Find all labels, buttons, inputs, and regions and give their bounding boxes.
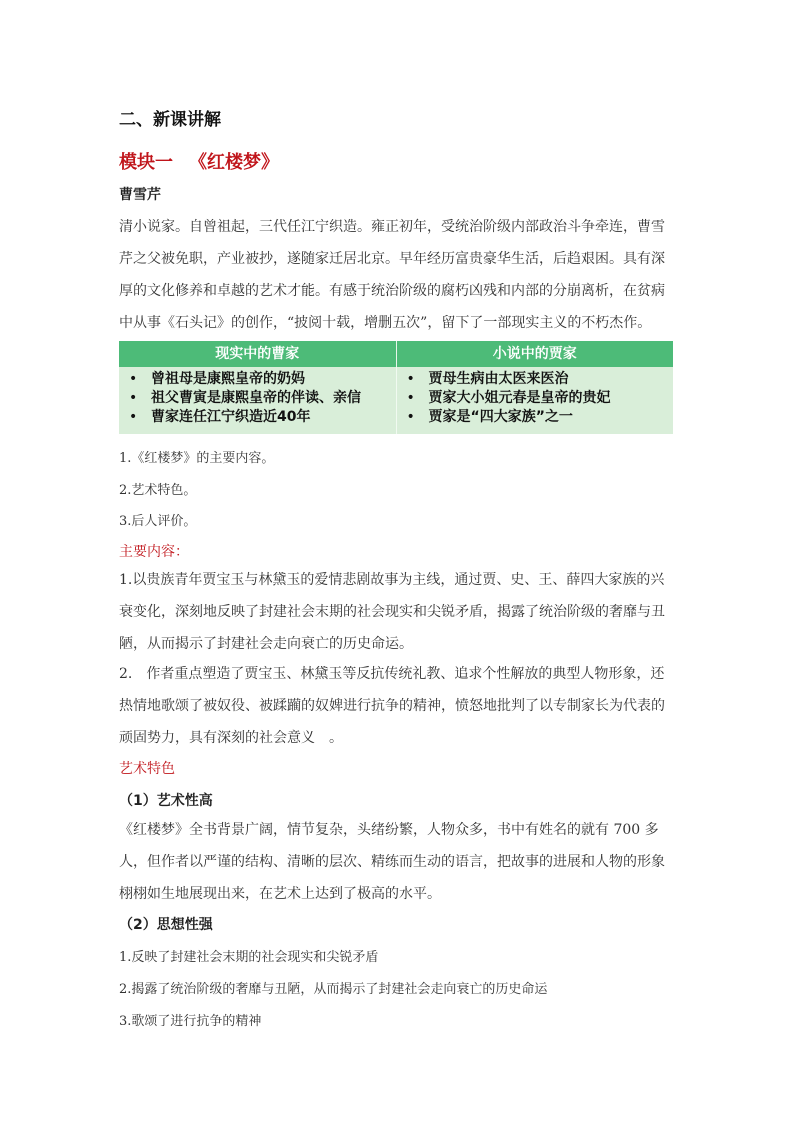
right-column: [396, 367, 674, 434]
module-title: 《红楼梦》: [189, 152, 279, 173]
art-paragraph: 《红楼梦》全书背景广阔，情节复杂，头绪纷繁，人物众多，书中有姓名的就有 700 多人，但作者以严谨的结构、清晰的层次、精练而生动的语言，把故事的进展和人物的形象栩栩如生地展现出来，在艺术上达到了极高的水平。: [119, 822, 665, 902]
module-prefix: 模块一: [119, 152, 173, 173]
list-item: • 曾祖母是康熙皇帝的奶妈: [125, 370, 390, 389]
art-features-label: 艺术特色: [119, 761, 175, 777]
author-bio: 清小说家。自曾祖起，三代任江宁织造。雍正初年，受统治阶级内部政治斗争牵连，曹雪芹之父被免职，产业被抄，遂随家迁居北京。早年经历富贵豪华生活，后趋艰困。具有深厚的文化修养和卓越的艺术才能。有感于统治阶级的腐朽凶残和内部的分崩离析，在贫病中从事《石头记》的创作，“披阅十载，增删五次”，留下了一部现实主义的不朽杰作。: [119, 219, 665, 331]
section-heading: 二、新课讲解: [119, 110, 221, 130]
art-subheading-2: （2）思想性强: [119, 917, 213, 933]
main-content-paragraph-2: 2. 作者重点塑造了贾宝玉、林黛玉等反抗传统礼教、追求个性解放的典型人物形象，还热情地歌颂了被奴役、被蹂躏的奴婢进行抗争的精神，愤怒地批判了以专制家长为代表的顽固势力，具有深刻的社会意义 。: [119, 666, 665, 746]
list-item: • 祖父曹寅是康熙皇帝的伴读、亲信: [125, 389, 390, 408]
art-point: 1.反映了封建社会末期的社会现实和尖锐矛盾: [119, 950, 379, 965]
author-name: 曹雪芹: [119, 187, 161, 203]
comparison-table: [119, 341, 673, 434]
comparison-body-row: [119, 367, 673, 434]
main-content-label: 主要内容：: [119, 544, 189, 560]
art-point: 2.揭露了统治阶级的奢靡与丑陋，从而揭示了封建社会走向衰亡的历史命运: [119, 982, 548, 997]
main-content-paragraph-1: 1.以贵族青年贾宝玉与林黛玉的爱情悲剧故事为主线，通过贾、史、王、薛四大家族的兴衰变化，深刻地反映了封建社会末期的社会现实和尖锐矛盾，揭露了统治阶级的奢靡与丑陋，从而揭示了封建社会走向衰亡的历史命运。: [119, 572, 665, 652]
art-point: 3.歌颂了进行抗争的精神: [119, 1014, 262, 1029]
outline-item: 1.《红楼梦》的主要内容。: [119, 451, 275, 466]
right-column-header: 小说中的贾家: [396, 341, 674, 367]
left-column-header: 现实中的曹家: [215, 346, 300, 362]
list-item: • 贾家是“四大家族”之一: [403, 408, 668, 427]
left-column: [119, 367, 396, 434]
outline-item: 2.艺术特色。: [119, 483, 197, 498]
art-subheading-1: （1）艺术性高: [119, 793, 213, 809]
list-item: • 曹家连任江宁织造近40年: [125, 408, 390, 427]
list-item: • 贾家大小姐元春是皇帝的贵妃: [403, 389, 668, 408]
list-item: • 贾母生病由太医来医治: [403, 370, 668, 389]
module-heading: [119, 148, 279, 174]
outline-item: 3.后人评价。: [119, 514, 197, 529]
comparison-header-row: [119, 341, 673, 367]
